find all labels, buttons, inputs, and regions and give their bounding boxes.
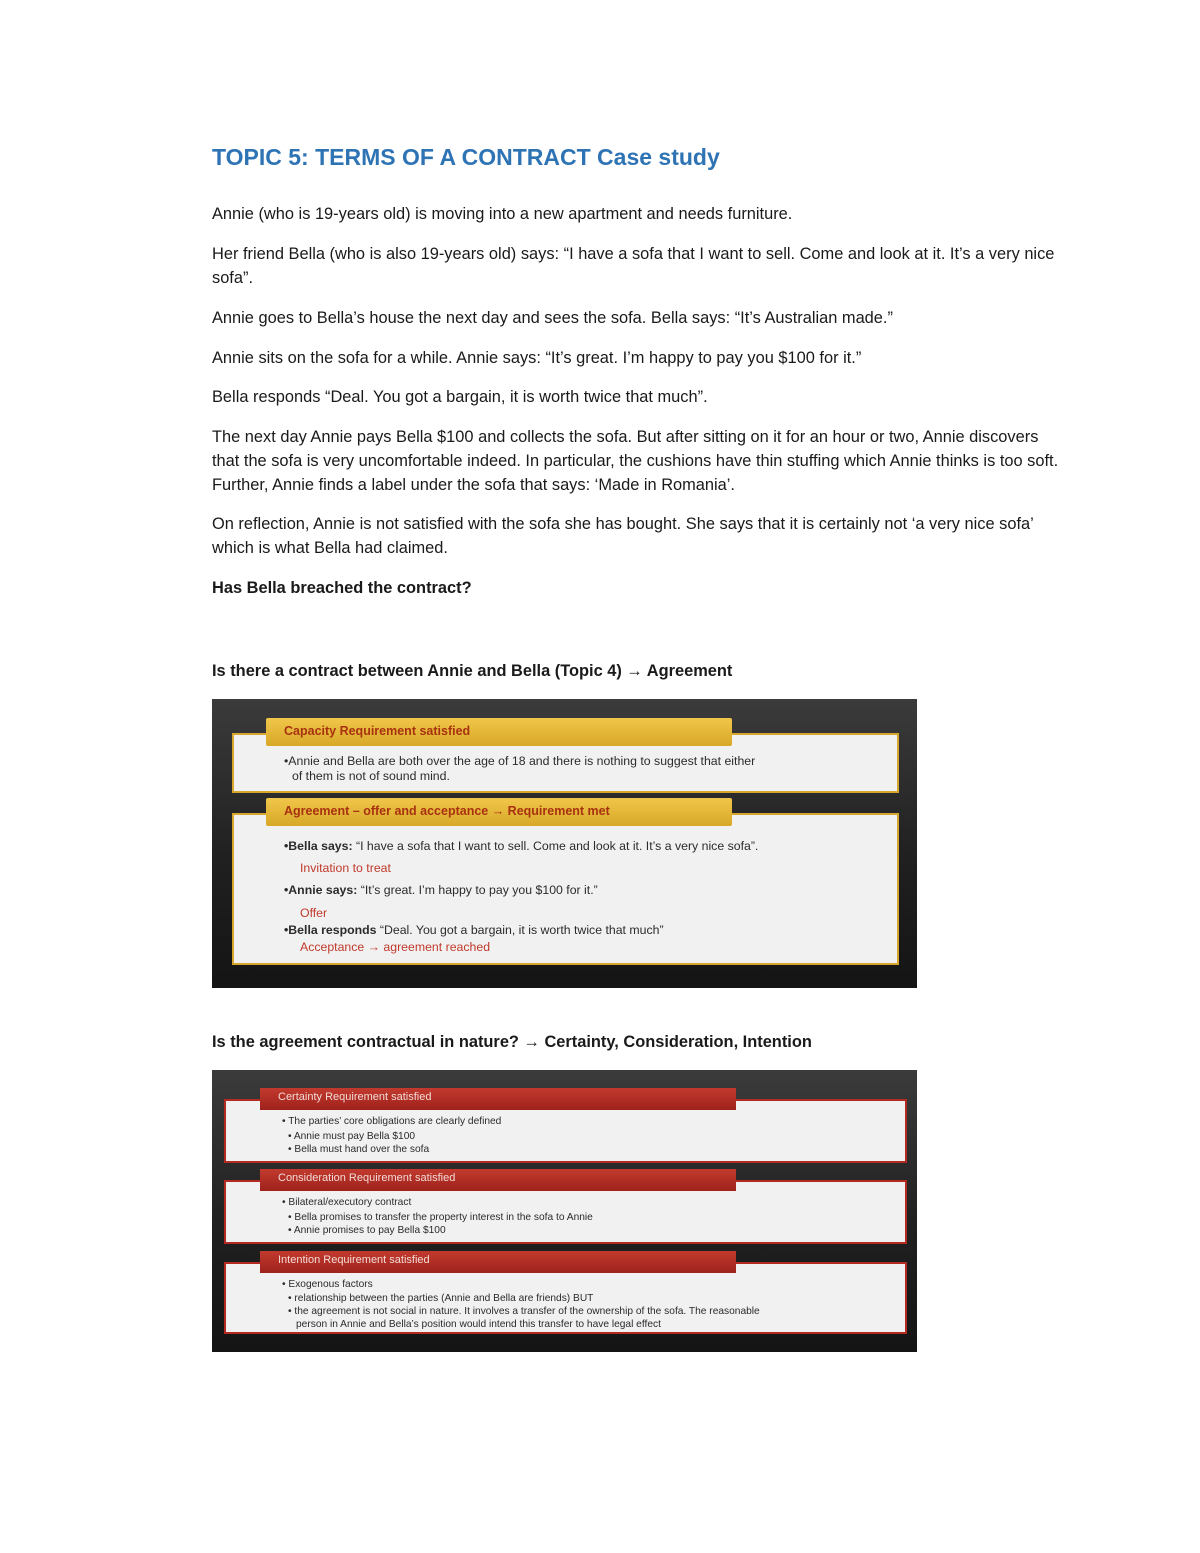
offer-note: Offer <box>300 906 328 920</box>
certainty-line-1: • The parties’ core obligations are clearly defined <box>282 1116 502 1127</box>
bella-says-text: “I have a sofa that I want to sell. Come and look at it. It’s a very nice sofa”. <box>352 839 759 853</box>
bella-responds-text: “Deal. You got a bargain, it is worth twice that much” <box>376 923 664 937</box>
acceptance-note: Acceptance → agreement reached <box>300 940 491 954</box>
consideration-line-3: • Annie promises to pay Bella $100 <box>288 1225 446 1236</box>
capacity-line-2: of them is not of sound mind. <box>292 769 450 783</box>
consideration-header: Consideration Requirement satisfied <box>260 1169 736 1191</box>
consideration-line-1: • Bilateral/executory contract <box>282 1197 412 1208</box>
paragraph-5: Bella responds “Deal. You got a bargain, it is worth twice that much”. <box>212 388 708 406</box>
section-heading-contractual: Is the agreement contractual in nature? → Certainty, Consideration, Intention <box>212 1033 812 1051</box>
annie-says-text: “It’s great. I’m happy to pay you $100 for it.” <box>357 883 598 897</box>
paragraph-1: Annie (who is 19-years old) is moving into a new apartment and needs furniture. <box>212 205 793 223</box>
question: Has Bella breached the contract? <box>212 579 472 597</box>
invitation-to-treat-note: Invitation to treat <box>300 861 391 875</box>
paragraph-2: Her friend Bella (who is also 19-years old) says: “I have a sofa that I want to sell. Come and look at it. It’s a very nice sofa”. <box>212 245 1055 287</box>
certainty-line-2: • Annie must pay Bella $100 <box>288 1131 416 1142</box>
bella-says-line <box>284 839 758 853</box>
paragraph-7: On reflection, Annie is not satisfied with the sofa she has bought. She says that it is certainly not ‘a very nice sofa’ which is what Bella had claimed. <box>212 515 1034 557</box>
intention-line-2: • relationship between the parties (Annie and Bella are friends) BUT <box>288 1293 594 1304</box>
agreement-slide <box>212 699 917 988</box>
paragraph-4: Annie sits on the sofa for a while. Annie says: “It’s great. I’m happy to pay you $100 for it.” <box>212 349 862 367</box>
intention-header: Intention Requirement satisfied <box>260 1251 736 1273</box>
bella-responds-label: •Bella responds <box>284 923 377 937</box>
capacity-line-1: •Annie and Bella are both over the age of 18 and there is nothing to suggest that either <box>284 754 756 768</box>
section-heading-agreement: Is there a contract between Annie and Bella (Topic 4) → Agreement <box>212 662 733 680</box>
capacity-header: Capacity Requirement satisfied <box>266 718 732 746</box>
certainty-header: Certainty Requirement satisfied <box>260 1088 736 1110</box>
certainty-line-3: • Bella must hand over the sofa <box>288 1144 430 1155</box>
intention-line-3: • the agreement is not social in nature. It involves a transfer of the ownership of the sofa. The reasonable <box>288 1306 760 1317</box>
intention-line-1: • Exogenous factors <box>282 1279 373 1290</box>
contractual-slide <box>212 1070 917 1352</box>
consideration-line-2: • Bella promises to transfer the property interest in the sofa to Annie <box>288 1212 593 1223</box>
agreement-header: Agreement – offer and acceptance → Requirement met <box>266 798 732 826</box>
annie-says-label: •Annie says: <box>284 883 358 897</box>
bella-says-label: •Bella says: <box>284 839 353 853</box>
paragraph-6: The next day Annie pays Bella $100 and collects the sofa. But after sitting on it for an hour or two, Annie discovers that the sofa is very uncomfortable indeed. In particular, the cushions have thin stuffing which Annie thinks is too soft. Further, Annie finds a label under the sofa that says: ‘Made in Romania’. <box>212 428 1059 494</box>
intention-line-4: person in Annie and Bella’s position would intend this transfer to have legal effect <box>296 1319 661 1330</box>
document-title: TOPIC 5: TERMS OF A CONTRACT Case study <box>212 144 720 170</box>
annie-says-line <box>284 883 598 897</box>
paragraph-3: Annie goes to Bella’s house the next day and sees the sofa. Bella says: “It’s Australian made.” <box>212 309 893 327</box>
bella-responds-line <box>284 923 664 937</box>
